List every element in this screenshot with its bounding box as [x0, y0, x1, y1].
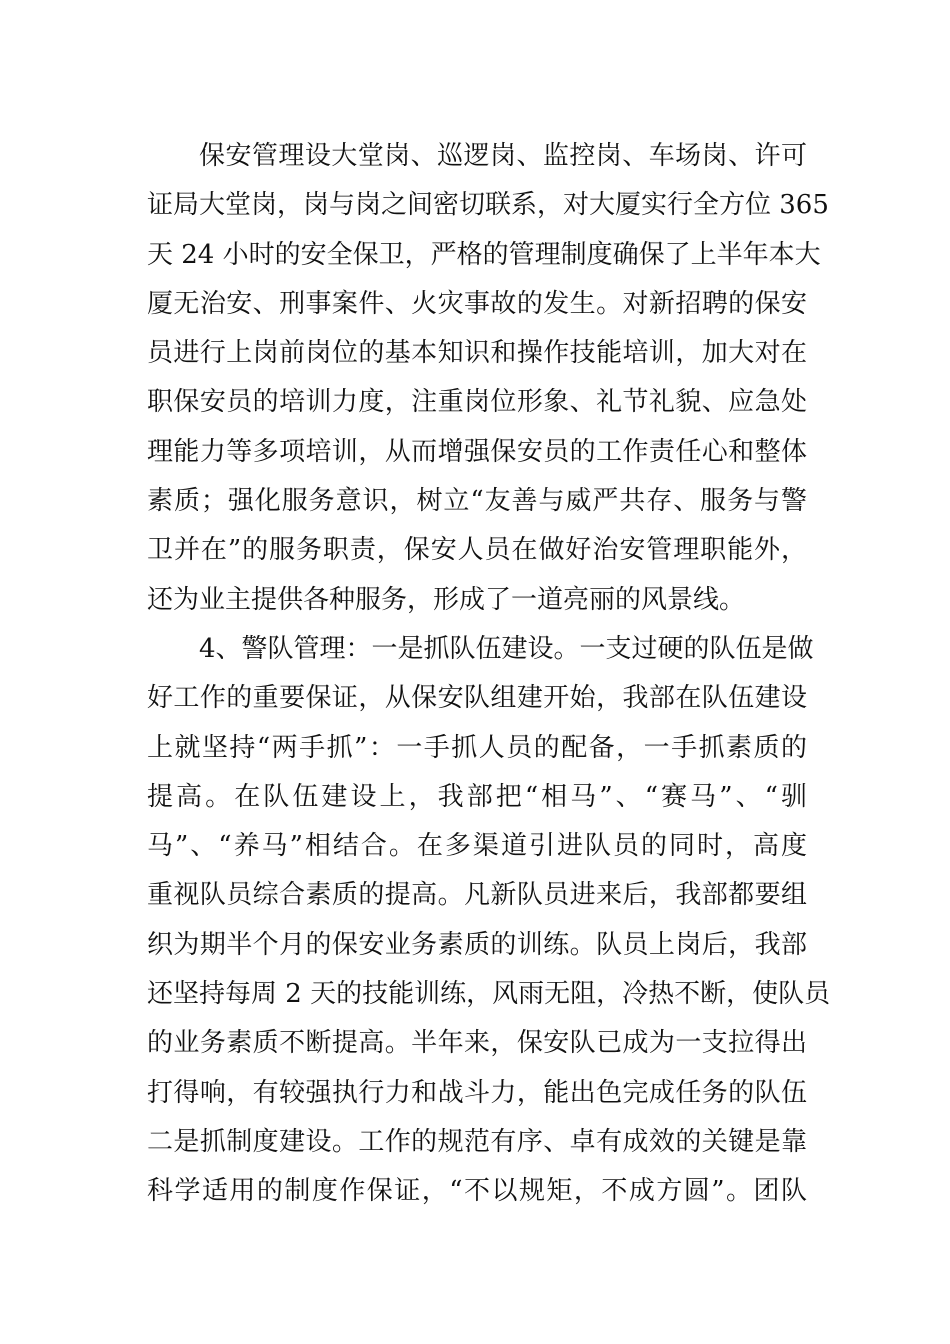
text-line: 证局大堂岗，岗与岗之间密切联系，对大厦实行全方位 365 [147, 190, 829, 221]
text-line: 素质；强化服务意识，树立“友善与威严共存、服务与警 [147, 486, 807, 517]
text-line: 提高。在队伍建设上，我部把“相马”、“赛马”、“驯 [147, 781, 807, 812]
text-line: 保安管理设大堂岗、巡逻岗、监控岗、车场岗、许可 [199, 141, 807, 171]
text-line: 卫并在”的服务职责，保安人员在做好治安管理职能外， [147, 535, 807, 566]
text-line: 员进行上岗前岗位的基本知识和操作技能培训，加大对在 [147, 338, 807, 369]
text-line: 重视队员综合素质的提高。凡新队员进来后，我部都要组 [147, 880, 807, 911]
document-body [147, 132, 831, 1217]
text-line: 天 24 小时的安全保卫，严格的管理制度确保了上半年本大 [147, 239, 821, 270]
text-line: 还为业主提供各种服务，形成了一道亮丽的风景线。 [147, 584, 746, 615]
text-line: 厦无治安、刑事案件、火灾事故的发生。对新招聘的保安 [147, 288, 807, 319]
text-line: 的业务素质不断提高。半年来，保安队已成为一支拉得出 [147, 1028, 807, 1059]
text-line: 还坚持每周 2 天的技能训练，风雨无阻，冷热不断，使队员 [147, 979, 831, 1010]
text-line: 二是抓制度建设。工作的规范有序、卓有成效的关键是靠 [147, 1126, 807, 1157]
text-line: 科学适用的制度作保证，“不以规矩，不成方圆”。团队 [147, 1176, 807, 1207]
text-line: 织为期半个月的保安业务素质的训练。队员上岗后，我部 [147, 929, 807, 960]
text-line: 好工作的重要保证，从保安队组建开始，我部在队伍建设 [147, 683, 807, 714]
paragraph-team-management [147, 625, 831, 1217]
text-line: 打得响，有较强执行力和战斗力，能出色完成任务的队伍 [147, 1077, 807, 1108]
text-line: 理能力等多项培训，从而增强保安员的工作责任心和整体 [147, 436, 807, 467]
text-line: 4、警队管理：一是抓队伍建设。一支过硬的队伍是做 [199, 633, 814, 664]
text-line: 马”、“养马”相结合。在多渠道引进队员的同时，高度 [147, 831, 807, 862]
paragraph-security-posts [147, 132, 829, 625]
text-line: 上就坚持“两手抓”：一手抓人员的配备，一手抓素质的 [147, 732, 807, 763]
text-line: 职保安员的培训力度，注重岗位形象、礼节礼貌、应急处 [147, 387, 807, 418]
